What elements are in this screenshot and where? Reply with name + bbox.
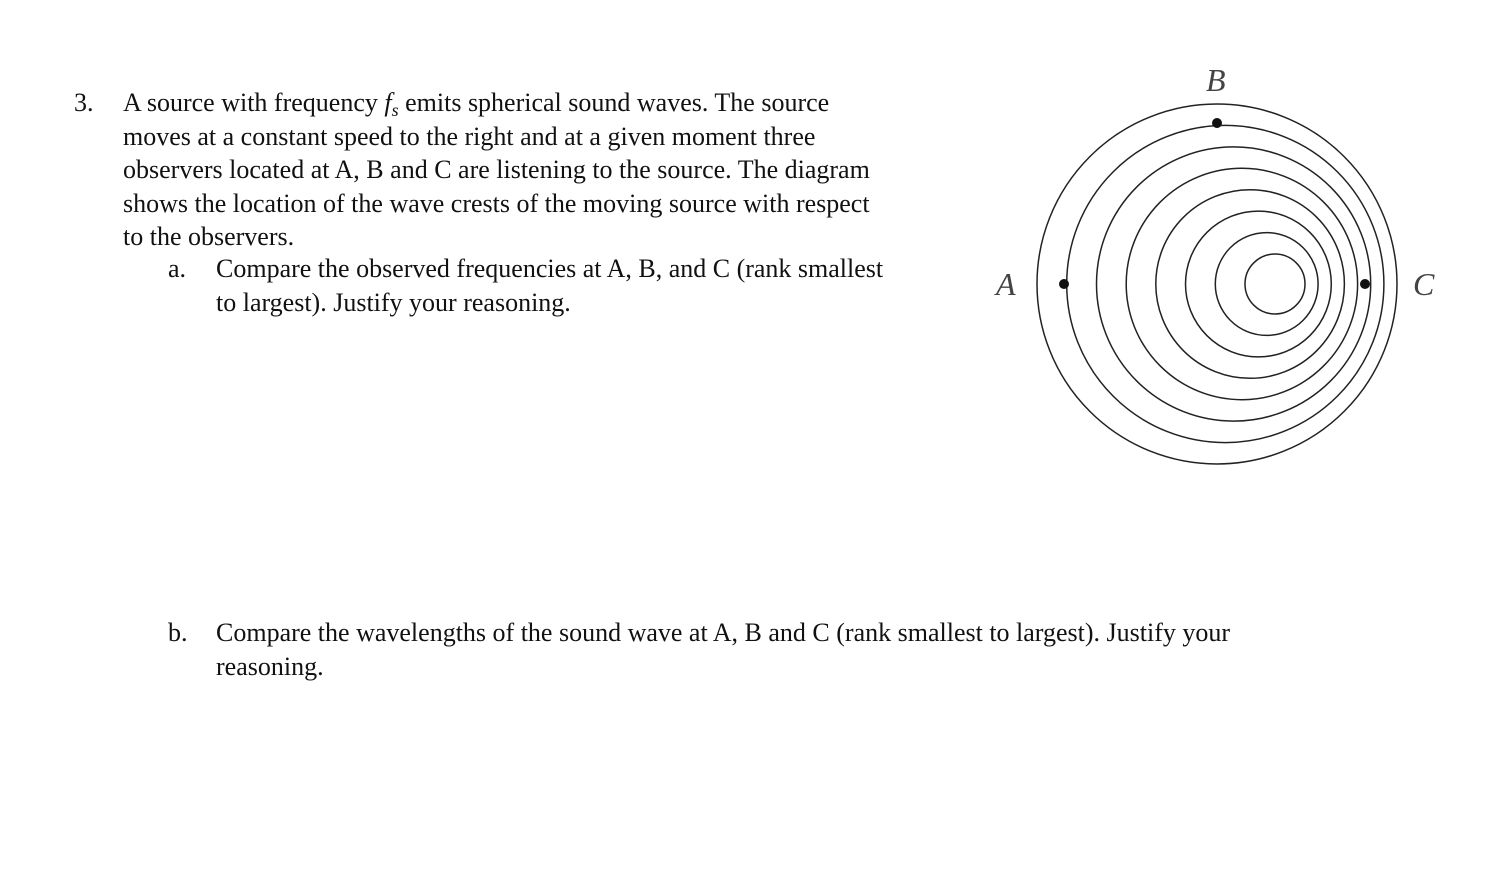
part-b-text xyxy=(216,616,1230,683)
question-line-2: moves at a constant speed to the right and at a given moment three xyxy=(123,121,816,151)
part-a-line-1: Compare the observed frequencies at A, B, and C (rank smallest xyxy=(216,254,884,283)
question-line-4: shows the location of the wave crests of the moving source with respect xyxy=(123,188,870,218)
part-b-line-2: reasoning. xyxy=(216,651,324,681)
observer-a-dot xyxy=(1059,279,1069,289)
question-line-1: A source with frequency $f_s$ emits spherical sound waves. The source xyxy=(123,88,830,120)
observer-b-label: B xyxy=(1206,62,1226,98)
part-b-label: b. xyxy=(168,618,188,647)
part-b-line-1: Compare the wavelengths of the sound wave at A, B and C (rank smallest to largest). Justify your xyxy=(216,618,1231,647)
part-a-label: a. xyxy=(168,254,187,283)
question-line-3: observers located at A, B and C are listening to the source. The diagram xyxy=(123,155,870,184)
wave-crest-2 xyxy=(1067,125,1384,442)
wave-crests xyxy=(1037,104,1397,464)
wave-crest-4 xyxy=(1126,168,1357,399)
source-frequency-symbol: $f_s$ xyxy=(384,88,399,120)
observer-c-dot xyxy=(1360,279,1370,289)
wave-crest-7 xyxy=(1215,233,1318,336)
doppler-wave-diagram xyxy=(980,50,1450,480)
observer-c-label: C xyxy=(1413,266,1435,302)
part-a-line-2: to largest). Justify your reasoning. xyxy=(216,287,571,317)
wave-crest-8 xyxy=(1245,254,1305,314)
observer-b-dot xyxy=(1212,118,1222,128)
part-a-text xyxy=(216,252,883,319)
wave-crest-1 xyxy=(1037,104,1397,464)
question-line-5: to the observers. xyxy=(123,222,295,251)
wave-crest-5 xyxy=(1156,190,1345,379)
wave-crest-3 xyxy=(1097,147,1371,421)
question-number: 3. xyxy=(74,88,94,117)
question-text xyxy=(123,86,963,254)
observer-a-label: A xyxy=(996,266,1016,302)
